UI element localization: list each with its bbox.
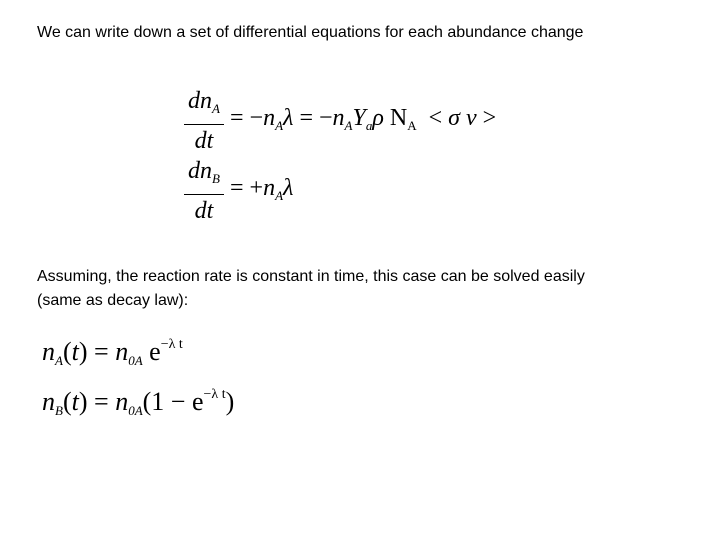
eq2-rhs: = $+n_A\lambda$ — [230, 175, 294, 203]
eq2-num: dn — [188, 158, 213, 184]
eq1-num: dn — [188, 88, 213, 114]
solution-nb: $n_B(t) = n_{0A}(1 - e^{-\lambda t})$ — [42, 387, 235, 418]
eq2-den: dt — [194, 198, 214, 224]
intro-text: We can write down a set of differential equations for each abundance change — [37, 24, 584, 41]
assumption-text-line2: (same as decay law): — [37, 292, 189, 309]
solution-na: $n_A(t) = n_{0A}$ $e^{-\lambda t}$ — [42, 337, 183, 368]
eq1-den: dt — [194, 128, 214, 154]
eq1-rhs: = $-n_A\lambda = -n_AY_a\rho$ $N_A < \sigma$ v > — [230, 105, 497, 133]
eq1-fraction — [184, 88, 224, 154]
eq1-num-sub: A — [212, 101, 220, 116]
assumption-text-line1: Assuming, the reaction rate is constant in time, this case can be solved easily — [37, 268, 585, 285]
eq2-num-sub: B — [212, 171, 220, 186]
eq2-fraction — [184, 158, 224, 224]
differential-equations — [180, 88, 560, 228]
